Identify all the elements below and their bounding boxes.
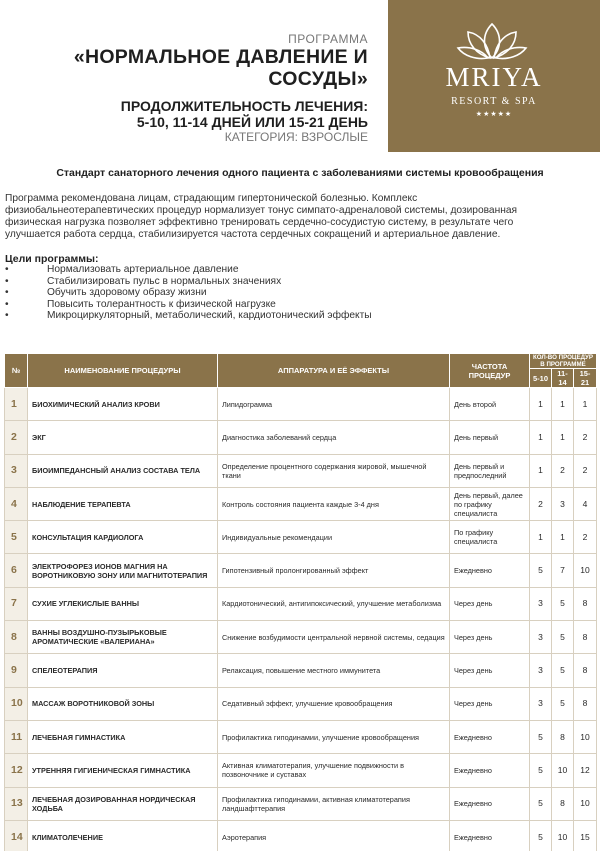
procedure-frequency: Ежедневно [450, 554, 530, 587]
procedure-name: СПЕЛЕОТЕРАПИЯ [28, 654, 218, 687]
goal-text: Повысить толерантность к физической нагрузке [47, 298, 276, 310]
row-number: 8 [5, 621, 28, 654]
duration-line2: 5-10, 11-14 ДНЕЙ ИЛИ 15-21 ДЕНЬ [136, 114, 368, 130]
row-number: 7 [5, 587, 28, 620]
procedure-name: НАБЛЮДЕНИЕ ТЕРАПЕВТА [28, 487, 218, 520]
program-title-line2: СОСУДЫ» [268, 68, 368, 90]
count-15-21: 10 [574, 720, 597, 753]
program-description [5, 193, 595, 241]
procedure-equipment: Профилактика гиподинамии, улучшение кровообращения [218, 720, 450, 753]
count-11-14: 10 [552, 820, 574, 851]
count-5-10: 3 [530, 687, 552, 720]
count-11-14: 5 [552, 654, 574, 687]
procedure-frequency: День второй [450, 388, 530, 421]
logo-subtitle: RESORT & SPA [451, 96, 537, 107]
procedure-frequency: Через день [450, 654, 530, 687]
procedure-equipment: Определение процентного содержания жировой, мышечной ткани [218, 454, 450, 487]
row-number: 1 [5, 388, 28, 421]
row-number: 6 [5, 554, 28, 587]
count-11-14: 5 [552, 687, 574, 720]
header-frequency: ЧАСТОТА ПРОЦЕДУР [450, 354, 530, 388]
count-11-14: 10 [552, 754, 574, 787]
count-15-21: 8 [574, 687, 597, 720]
count-15-21: 8 [574, 587, 597, 620]
goal-text: Обучить здоровому образу жизни [47, 287, 207, 299]
procedure-name: КЛИМАТОЛЕЧЕНИЕ [28, 820, 218, 851]
procedure-name: МАССАЖ ВОРОТНИКОВОЙ ЗОНЫ [28, 687, 218, 720]
table-row [5, 454, 597, 487]
description-line: физическая нагрузка позволяет эффективно тренировать сердечно-сосудистую систему, в результате чего [5, 217, 514, 228]
procedure-equipment: Кардиотонический, антигипоксический, улучшение метаболизма [218, 587, 450, 620]
table-row [5, 687, 597, 720]
count-11-14: 3 [552, 487, 574, 520]
table-row [5, 421, 597, 454]
standard-title: Стандарт санаторного лечения одного пациента с заболеваниями системы кровообращения [56, 167, 544, 179]
row-number: 4 [5, 487, 28, 520]
row-number: 9 [5, 654, 28, 687]
table-row [5, 487, 597, 520]
row-number: 3 [5, 454, 28, 487]
count-5-10: 3 [530, 654, 552, 687]
count-11-14: 1 [552, 421, 574, 454]
header-procedure-name: НАИМЕНОВАНИЕ ПРОЦЕДУРЫ [28, 354, 218, 388]
count-5-10: 5 [530, 554, 552, 587]
count-5-10: 1 [530, 454, 552, 487]
bullet: • [5, 310, 9, 322]
procedure-equipment: Липидограмма [218, 388, 450, 421]
goal-text: Стабилизировать пульс в нормальных значениях [47, 275, 282, 287]
row-number: 5 [5, 521, 28, 554]
table-row [5, 820, 597, 851]
count-5-10: 5 [530, 720, 552, 753]
header-count-5-10: 5-10 [530, 369, 552, 388]
goals-list [5, 264, 565, 322]
procedure-name: ЭКГ [28, 421, 218, 454]
procedure-frequency: Ежедневно [450, 754, 530, 787]
procedure-equipment: Аэротерапия [218, 820, 450, 851]
goal-item [5, 310, 565, 322]
count-5-10: 3 [530, 621, 552, 654]
row-number: 12 [5, 754, 28, 787]
row-number: 11 [5, 720, 28, 753]
procedures-table-body [5, 388, 597, 851]
table-row [5, 554, 597, 587]
procedure-name: ЛЕЧЕБНАЯ ГИМНАСТИКА [28, 720, 218, 753]
procedure-name: БИОХИМИЧЕСКИЙ АНАЛИЗ КРОВИ [28, 388, 218, 421]
procedure-equipment: Профилактика гиподинамии, активная климатотерапия ландшафттерапия [218, 787, 450, 820]
row-number: 13 [5, 787, 28, 820]
procedure-frequency: День первый и предпоследний [450, 454, 530, 487]
count-15-21: 12 [574, 754, 597, 787]
row-number: 14 [5, 820, 28, 851]
procedure-frequency: По графику специалиста [450, 521, 530, 554]
procedure-equipment: Индивидуальные рекомендации [218, 521, 450, 554]
table-row [5, 720, 597, 753]
procedure-frequency: Ежедневно [450, 720, 530, 753]
procedure-frequency: День первый, далее по графику специалиста [450, 487, 530, 520]
count-15-21: 15 [574, 820, 597, 851]
row-number: 10 [5, 687, 28, 720]
count-15-21: 2 [574, 421, 597, 454]
count-15-21: 4 [574, 487, 597, 520]
logo-stars: ★★★★★ [475, 111, 513, 118]
count-15-21: 2 [574, 521, 597, 554]
procedure-frequency: Через день [450, 621, 530, 654]
procedure-frequency: Через день [450, 687, 530, 720]
table-row [5, 787, 597, 820]
procedure-name: УТРЕННЯЯ ГИГИЕНИЧЕСКАЯ ГИМНАСТИКА [28, 754, 218, 787]
procedure-frequency: Ежедневно [450, 787, 530, 820]
table-row [5, 621, 597, 654]
header-count-15-21: 15-21 [574, 369, 597, 388]
count-11-14: 7 [552, 554, 574, 587]
procedure-equipment: Гипотензивный пролонгированный эффект [218, 554, 450, 587]
procedure-equipment: Диагностика заболеваний сердца [218, 421, 450, 454]
header-count-11-14: 11-14 [552, 369, 574, 388]
bullet: • [5, 275, 9, 287]
description-line: Программа рекомендована лицам, страдающим гипертонической болезнью. Комплекс [5, 193, 418, 204]
header-num: № [5, 354, 28, 388]
count-15-21: 2 [574, 454, 597, 487]
logo-name: MRIYA [445, 62, 543, 92]
goal-item [5, 276, 565, 288]
procedures-table [4, 353, 597, 851]
bullet: • [5, 264, 9, 275]
count-15-21: 10 [574, 554, 597, 587]
description-line: физиобальнеотерапевтических процедур нормализует тонус симпато-адреналовой системы, дозированная [5, 205, 518, 216]
count-11-14: 8 [552, 720, 574, 753]
mriya-logo [388, 0, 600, 152]
procedure-frequency: Через день [450, 587, 530, 620]
procedure-name: ЛЕЧЕБНАЯ ДОЗИРОВАННАЯ НОРДИЧЕСКАЯ ХОДЬБА [28, 787, 218, 820]
count-11-14: 1 [552, 388, 574, 421]
row-number: 2 [5, 421, 28, 454]
description-line: улучшается работа сердца, стабилизируется частота сердечных сокращений и артериальное давление. [5, 229, 501, 240]
header-count: КОЛ-ВО ПРОЦЕДУР В ПРОГРАММЕ [530, 354, 597, 369]
procedure-name: КОНСУЛЬТАЦИЯ КАРДИОЛОГА [28, 521, 218, 554]
count-5-10: 5 [530, 820, 552, 851]
goal-text: Микроциркуляторный, метаболический, кардиотонический эффекты [47, 310, 372, 322]
count-11-14: 5 [552, 621, 574, 654]
count-5-10: 5 [530, 754, 552, 787]
goal-text: Нормализовать артериальное давление [47, 264, 239, 275]
table-row [5, 587, 597, 620]
count-11-14: 5 [552, 587, 574, 620]
procedure-equipment: Снижение возбудимости центральной нервной системы, седация [218, 621, 450, 654]
program-title-block [0, 32, 368, 144]
count-15-21: 8 [574, 621, 597, 654]
count-15-21: 1 [574, 388, 597, 421]
procedure-equipment: Контроль состояния пациента каждые 3-4 дня [218, 487, 450, 520]
count-15-21: 8 [574, 654, 597, 687]
procedure-frequency: День первый [450, 421, 530, 454]
count-5-10: 1 [530, 521, 552, 554]
goal-item [5, 299, 565, 311]
table-row [5, 388, 597, 421]
procedure-name: ВАННЫ ВОЗДУШНО-ПУЗЫРЬКОВЫЕ АРОМАТИЧЕСКИЕ «ВАЛЕРИАНА» [28, 621, 218, 654]
count-5-10: 5 [530, 787, 552, 820]
table-row [5, 521, 597, 554]
duration-line1: ПРОДОЛЖИТЕЛЬНОСТЬ ЛЕЧЕНИЯ: [120, 98, 368, 114]
count-5-10: 1 [530, 388, 552, 421]
program-label: ПРОГРАММА [288, 32, 368, 46]
page-header [0, 0, 600, 152]
count-15-21: 10 [574, 787, 597, 820]
procedure-frequency: Ежедневно [450, 820, 530, 851]
count-11-14: 2 [552, 454, 574, 487]
bullet: • [5, 298, 9, 310]
count-11-14: 8 [552, 787, 574, 820]
category-label: КАТЕГОРИЯ: ВЗРОСЛЫЕ [224, 130, 368, 144]
goal-item [5, 264, 565, 276]
header-equipment: АППАРАТУРА И ЕЁ ЭФФЕКТЫ [218, 354, 450, 388]
program-title-line1: «НОРМАЛЬНОЕ ДАВЛЕНИЕ И [73, 46, 368, 68]
goals-title: Цели программы: [5, 253, 99, 265]
count-5-10: 1 [530, 421, 552, 454]
procedure-name: БИОИМПЕДАНСНЫЙ АНАЛИЗ СОСТАВА ТЕЛА [28, 454, 218, 487]
procedure-equipment: Релаксация, повышение местного иммунитета [218, 654, 450, 687]
procedure-name: ЭЛЕКТРОФОРЕЗ ИОНОВ МАГНИЯ НА ВОРОТНИКОВУЮ ЗОНУ ИЛИ МАГНИТОТЕРАПИЯ [28, 554, 218, 587]
count-11-14: 1 [552, 521, 574, 554]
goal-item [5, 287, 565, 299]
count-5-10: 2 [530, 487, 552, 520]
procedure-equipment: Седативный эффект, улучшение кровообращения [218, 687, 450, 720]
procedure-equipment: Активная климатотерапия, улучшение подвижности в позвоночнике и суставах [218, 754, 450, 787]
table-row [5, 754, 597, 787]
bullet: • [5, 287, 9, 299]
procedure-name: СУХИЕ УГЛЕКИСЛЫЕ ВАННЫ [28, 587, 218, 620]
count-5-10: 3 [530, 587, 552, 620]
table-row [5, 654, 597, 687]
